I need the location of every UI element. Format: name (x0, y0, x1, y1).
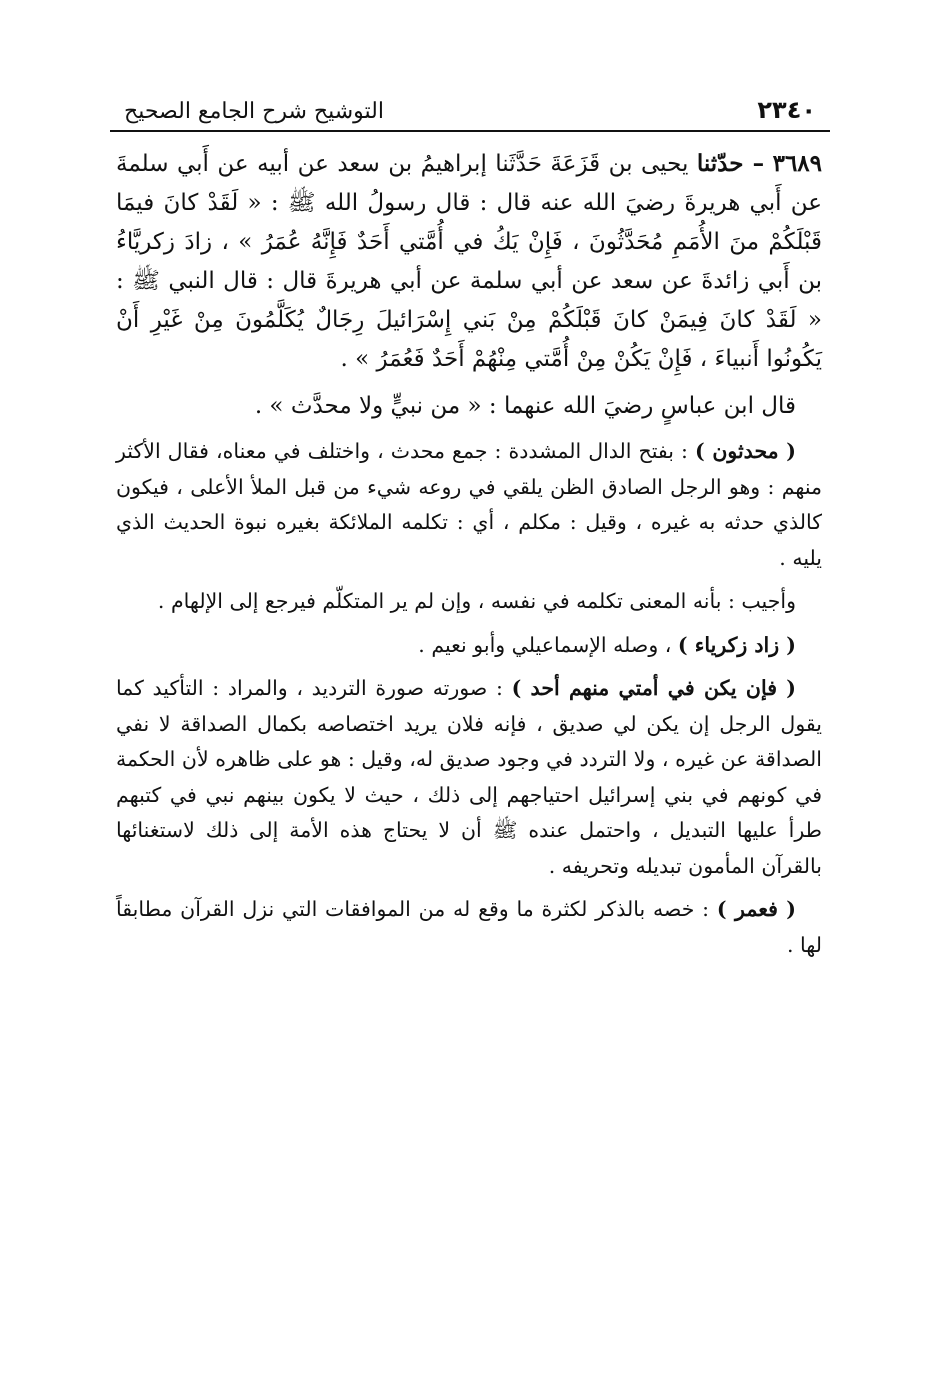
commentary-text-4: : صورته صورة الترديد ، والمراد : التأكيد كما يقول الرجل إن يكن لي صديق ، فإنه فلان يريد اختصاصه بكمال الصداقة لا نفي الصداقة عن غيره ، ولا التردد في وجود صديق له، وقيل : هو على ظاهره لأن الحكمة في كونهم في بني إسرائيل احتياجهم إلى ذلك ، حيث لا يكون بينهم نبي في كتبهم طرأ عليها التبديل ، واحتمل عنده ﷺ أن لا يحتاج هذه الأمة إلى ذلك لاستغنائها بالقرآن المأمون تبديله وتحريفه . (116, 676, 822, 878)
commentary (116, 434, 822, 963)
hadith-chain-head: – حدّثنا (696, 150, 765, 177)
commentary-term-3: ( زاد زكرياء ) (677, 632, 796, 657)
commentary-text-3: ، وصله الإسماعيلي وأبو نعيم . (418, 632, 678, 657)
commentary-paragraph-3 (116, 628, 822, 664)
ibn-abbas-note: قال ابن عباسٍ رضيَ الله عنهما : « من نبيٍّ ولا محدَّث » . (254, 393, 796, 419)
page-header (110, 86, 830, 132)
commentary-text-5: : خصه بالذكر لكثرة ما وقع له من الموافقات التي نزل القرآن مطابقاً لها . (116, 897, 822, 957)
commentary-term-4: ( فإن يكن في أمتي منهم أحد ) (511, 676, 796, 700)
running-title: التوشيح شرح الجامع الصحيح (124, 99, 384, 124)
page-content (110, 144, 830, 963)
commentary-paragraph-4 (116, 671, 822, 884)
hadith-number: ٣٦٨٩ (772, 150, 823, 177)
commentary-term-5: ( فعمر ) (716, 897, 796, 921)
book-page (110, 86, 830, 963)
commentary-term-1: ( محدثون ) (694, 439, 797, 463)
hadith-paragraph (116, 144, 822, 379)
commentary-paragraph-5 (116, 892, 822, 963)
commentary-paragraph-2: وأجيب : بأنه المعنى تكلمه في نفسه ، وإن لم ير المتكلّم فيرجع إلى الإلهام . (157, 589, 796, 613)
page-number: ٢٣٤٠ (757, 96, 816, 124)
commentary-paragraph-1 (116, 434, 822, 576)
commentary-text-1: : بفتح الدال المشددة : جمع محدث ، واختلف في معناه، فقال الأكثر منهم : وهو الرجل الصادق الظن يلقي في روعه شيء من قبل الملأ الأعلى ، فيكون كالذي حدثه به غيره ، وقيل : مكلم ، أي : تكلمه الملائكة بغيره نبوة الحديث الذي يليه . (116, 439, 822, 570)
hadith-text: يحيى بن قَزَعَةَ حَدَّثَنا إبراهيمُ بن سعد عن أبيه عن أَبي سلمةَ عن أَبي هريرةَ رضيَ الله عنه قال : قال رسولُ الله ﷺ : « لَقَدْ كانَ فيمَا قَبْلَكُمْ منَ الأُمَمِ مُحَدَّثُونَ ، فَإِنْ يَكُ في أُمَّتي أَحَدٌ فَإِنَّهُ عُمَرُ » ، زادَ زكريَّاءُ بن أَبي زائدةَ عن سعد عن أبي سلمة عن أبي هريرةَ قال : قال النبي ﷺ : « لَقَدْ كانَ فِيمَنْ كانَ قَبْلَكُمْ مِنْ بَني إِسْرَائيلَ رِجَالٌ يُكَلَّمُونَ مِنْ غَيْرِ أَنْ يَكُونُوا أَنبياءَ ، فَإِنْ يَكُنْ مِنْ أُمَّتي مِنْهُمْ أَحَدٌ فَعُمَرُ » . (116, 151, 823, 372)
